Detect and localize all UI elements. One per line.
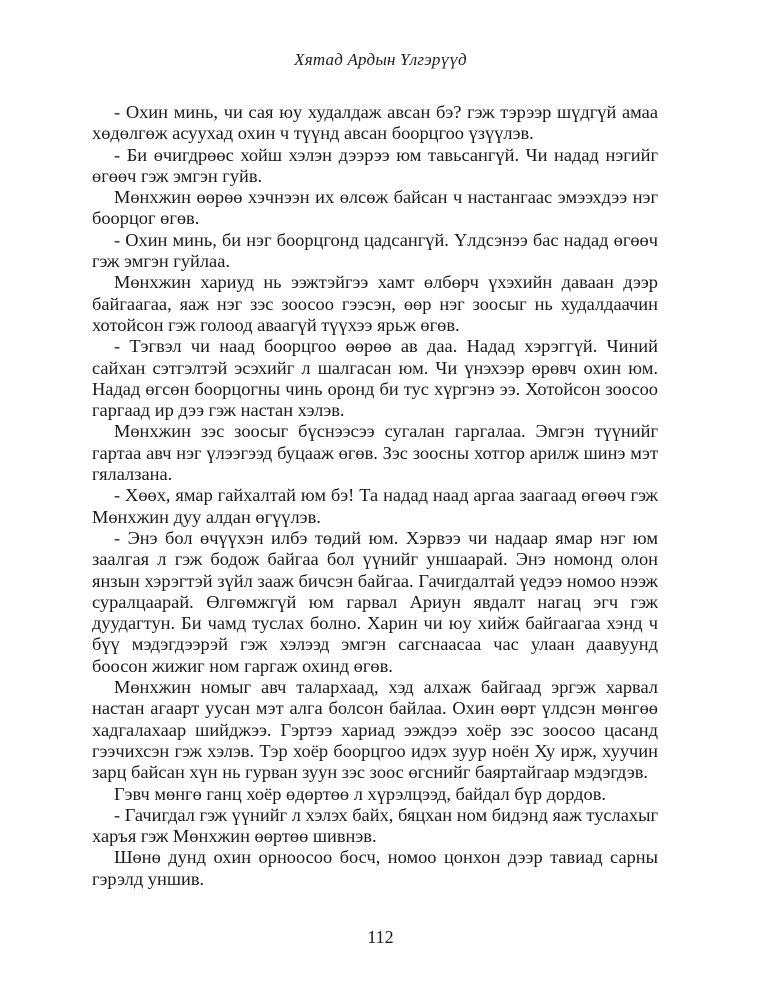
paragraph: - Охин минь, чи сая юу худалдаж авсан бэ? гэж тэрээр шүдгүй амаа хөдөлгөж асуухад охин ч түүнд авсан боорцгоо үзүүлэв. xyxy=(92,102,658,144)
paragraph: - Хөөх, ямар гайхалтай юм бэ! Та надад наад аргаа заагаад өгөөч гэж Мөнхжин дуу алдан өгүүлэв. xyxy=(92,485,658,527)
paragraph: - Гачигдал гэж үүнийг л хэлэх байх, бяцхан ном бидэнд яаж туслахыг харъя гэж Мөнхжин өөртөө шивнэв. xyxy=(92,804,658,847)
paragraph: Мөнхжин зэс зоосыг бүснээсээ сугалан гаргалаа. Эмгэн түүнийг гартаа авч нэг үлээгээд буцааж өгөв. Зэс зоосны хотгор арилж шинэ мэт гялалзана. xyxy=(92,421,658,485)
paragraph: - Би өчигдрөөс хойш хэлэн дээрээ юм тавьсангүй. Чи надад нэгийг өгөөч гэж эмгэн гуйв. xyxy=(92,144,658,186)
page-number: 112 xyxy=(367,927,394,947)
running-header: Хятад Ардын Үлгэрүүд xyxy=(294,50,467,69)
paragraph: Гэвч мөнгө ганц хоёр өдөртөө л хүрэлцээд, байдал бүр дордов. xyxy=(114,783,607,804)
paragraph: - Охин минь, би нэг боорцгонд цадсангүй. Үлдсэнээ бас надад өгөөч гэж эмгэн гуйлаа. xyxy=(92,229,658,272)
paragraph: Мөнхжин хариуд нь ээжтэйгээ хамт өлбөрч үхэхийн даваан дээр байгаагаа, яаж нэг зэс зоосоо гээсэн, өөр нэг зоосыг нь худалдаачин хотойсон гэж голоод аваагүй түүхээ ярьж өгөв. xyxy=(92,272,658,335)
paragraph: Мөнхжин өөрөө хэчнээн их өлсөж байсан ч настангаас эмээхдээ нэг боорцог өгөв. xyxy=(92,187,658,229)
body-text xyxy=(92,102,658,890)
paragraph: - Энэ бол өчүүхэн илбэ төдий юм. Хэрвээ чи надаар ямар нэг юм заалгая л гэж бодож байгаа бол үүнийг уншаарай. Энэ номонд олон янзын хэрэгтэй зүйл зааж бичсэн байгаа. Гачигдалтай үедээ номоо нээж суралцаарай. Өлгөмжгүй юм гарвал Ариун явдалт нагац эгч гэж дуудагтун. Би чамд туслах болно. Харин чи юу хийж байгаагаа хэнд ч бүү мэдэгдээрэй гэж хэлээд эмгэн сагснаасаа час улаан даавуунд боосон жижиг ном гаргаж охинд өгөв. xyxy=(92,527,658,676)
paragraph: - Тэгвэл чи наад боорцгоо өөрөө ав даа. Надад хэрэггүй. Чиний сайхан сэтгэлтэй эсэхийг л шалгасан юм. Чи үнэхээр өрөвч охин юм. Надад өгсөн боорцогны чинь оронд би тус хүргэнэ ээ. Хотойсон зоосоо гаргаад ир дээ гэж настан хэлэв. xyxy=(92,336,658,421)
paragraph: Шөнө дунд охин орноосоо босч, номоо цонхон дээр тавиад сарны гэрэлд уншив. xyxy=(92,847,658,889)
paragraph: Мөнхжин номыг авч талархаад, хэд алхаж байгаад эргэж харвал настан агаарт уусан мэт алга болсон байлаа. Охин өөрт үлдсэн мөнгөө хадгалахаар шийджээ. Гэртээ хариад ээждээ хоёр зэс зоосоо цасанд гээчихсэн гэж хэлэв. Тэр хоёр боорцгоо идэх зуур ноён Ху ирж, хуучин зарц байсан хүн нь гурван зуун зэс зоос өгснийг баяртайгаар мэдэгдэв. xyxy=(92,677,658,783)
